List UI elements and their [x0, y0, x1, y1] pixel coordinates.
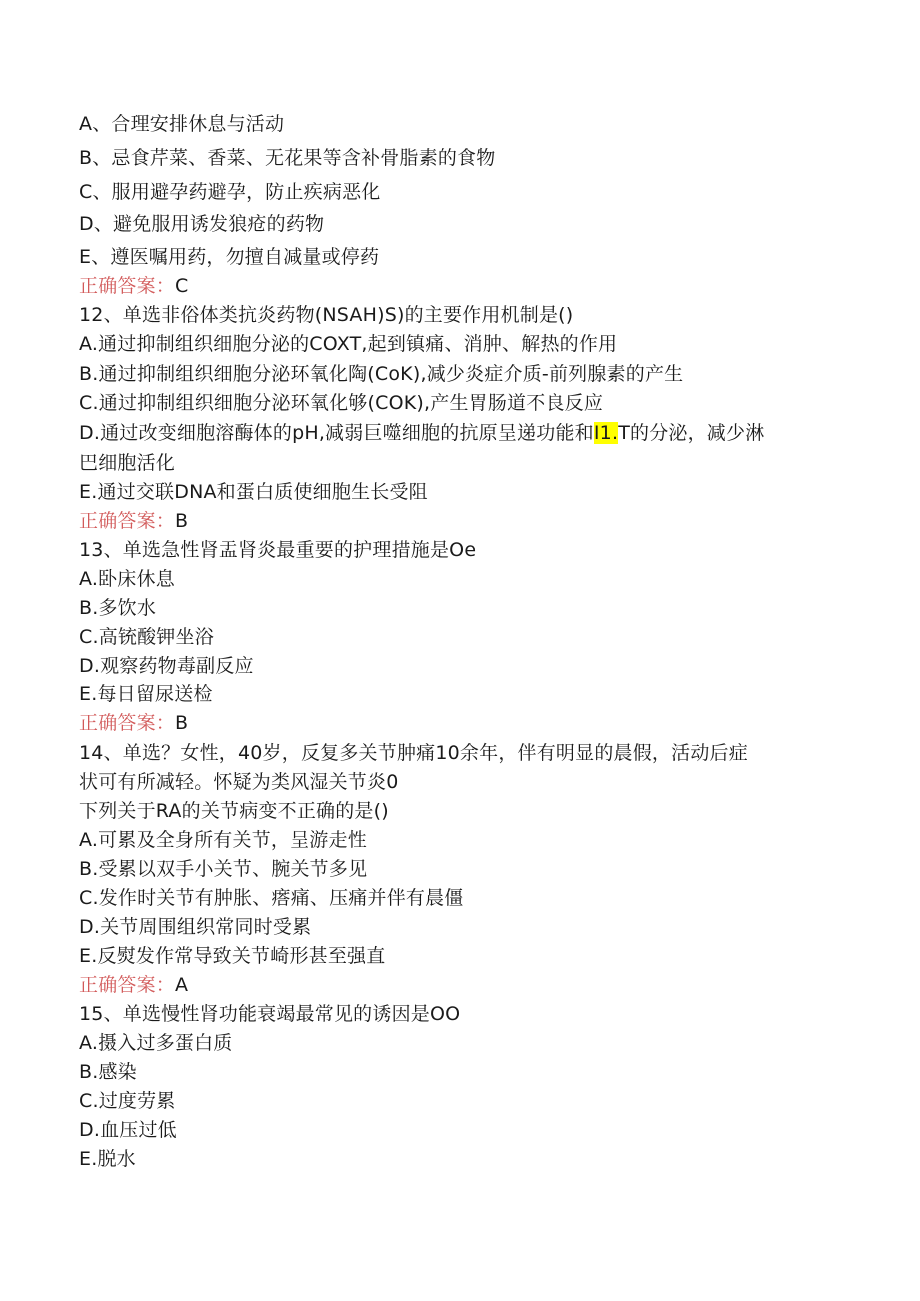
q13-option-b: B.多饮水 [79, 597, 157, 619]
q13-stem: 13、单选急性肾盂肾炎最重要的护理措施是Oe [79, 539, 477, 561]
q14-question: 下列关于RA的关节病变不正确的是() [79, 800, 389, 822]
answer-value: A [175, 974, 189, 996]
q12-option-c: C.通过抑制组织细胞分泌环氧化够(COK),产生胃肠道不良反应 [79, 392, 604, 414]
answer-label: 正确答案： [79, 510, 176, 532]
q12-option-e: E.通过交联DNA和蛋白质使细胞生长受阻 [79, 481, 428, 503]
q13-option-e: E.每日留尿送检 [79, 683, 213, 705]
q14-answer [79, 972, 188, 998]
q11-answer [79, 273, 188, 299]
q14-stem: 14、单选？女性，40岁，反复多关节肿痛10余年，伴有明显的晨假，活动后症 [79, 742, 748, 764]
q15-option-c: C.过度劳累 [79, 1090, 176, 1112]
q11-option-b: B、忌食芹菜、香菜、无花果等含补骨脂素的食物 [79, 147, 496, 169]
answer-value: B [175, 712, 189, 734]
q13-answer [79, 710, 188, 736]
q11-option-d: D、避免服用诱发狼疮的药物 [79, 213, 325, 235]
q11-option-a: A、合理安排休息与活动 [79, 113, 285, 135]
q13-option-a: A.卧床休息 [79, 568, 175, 590]
q14-option-b: B.受累以双手小关节、腕关节多见 [79, 858, 368, 880]
q11-option-c: C、服用避孕药避孕，防止疾病恶化 [79, 181, 381, 203]
q12-answer [79, 508, 188, 534]
q14-option-e: E.反熨发作常导致关节崎形甚至强直 [79, 945, 386, 967]
highlighted-text: I1. [593, 422, 619, 444]
answer-label: 正确答案： [79, 974, 176, 996]
q13-option-d: D.观察药物毒副反应 [79, 655, 254, 677]
q15-option-e: E.脱水 [79, 1148, 136, 1170]
answer-value: B [175, 510, 189, 532]
q11-option-e: E、遵医嘱用药，勿擅自减量或停药 [79, 246, 380, 268]
q14-option-d: D.关节周围组织常同时受累 [79, 916, 312, 938]
q15-stem: 15、单选慢性肾功能衰竭最常见的诱因是OO [79, 1003, 461, 1025]
answer-value: C [175, 275, 189, 297]
q15-option-a: A.摄入过多蛋白质 [79, 1032, 233, 1054]
q12-option-a: A.通过抑制组织细胞分泌的COXT,起到镇痛、消肿、解热的作用 [79, 333, 618, 355]
q12-option-d-text-end: T的分泌，减少淋 [618, 422, 765, 444]
q15-option-d: D.血压过低 [79, 1119, 177, 1141]
q12-option-d-continued: 巴细胞活化 [79, 452, 176, 474]
q12-stem: 12、单选非俗体类抗炎药物(NSAH)S)的主要作用机制是() [79, 304, 574, 326]
q14-stem-continued: 状可有所减轻。怀疑为类风湿关节炎0 [79, 771, 399, 793]
q14-option-c: C.发作时关节有肿胀、瘩痛、压痛并伴有晨僵 [79, 887, 464, 909]
q12-option-d [79, 420, 764, 446]
answer-label: 正确答案： [79, 712, 176, 734]
answer-label: 正确答案： [79, 275, 176, 297]
q14-option-a: A.可累及全身所有关节，呈游走性 [79, 829, 367, 851]
q12-option-d-text: D.通过改变细胞溶酶体的pH,减弱巨噬细胞的抗原呈递功能和 [79, 422, 594, 444]
q13-option-c: C.高铳酸钾坐浴 [79, 626, 214, 648]
q12-option-b: B.通过抑制组织细胞分泌环氧化陶(CoK),减少炎症介质-前列腺素的产生 [79, 363, 684, 385]
q15-option-b: B.感染 [79, 1061, 137, 1083]
